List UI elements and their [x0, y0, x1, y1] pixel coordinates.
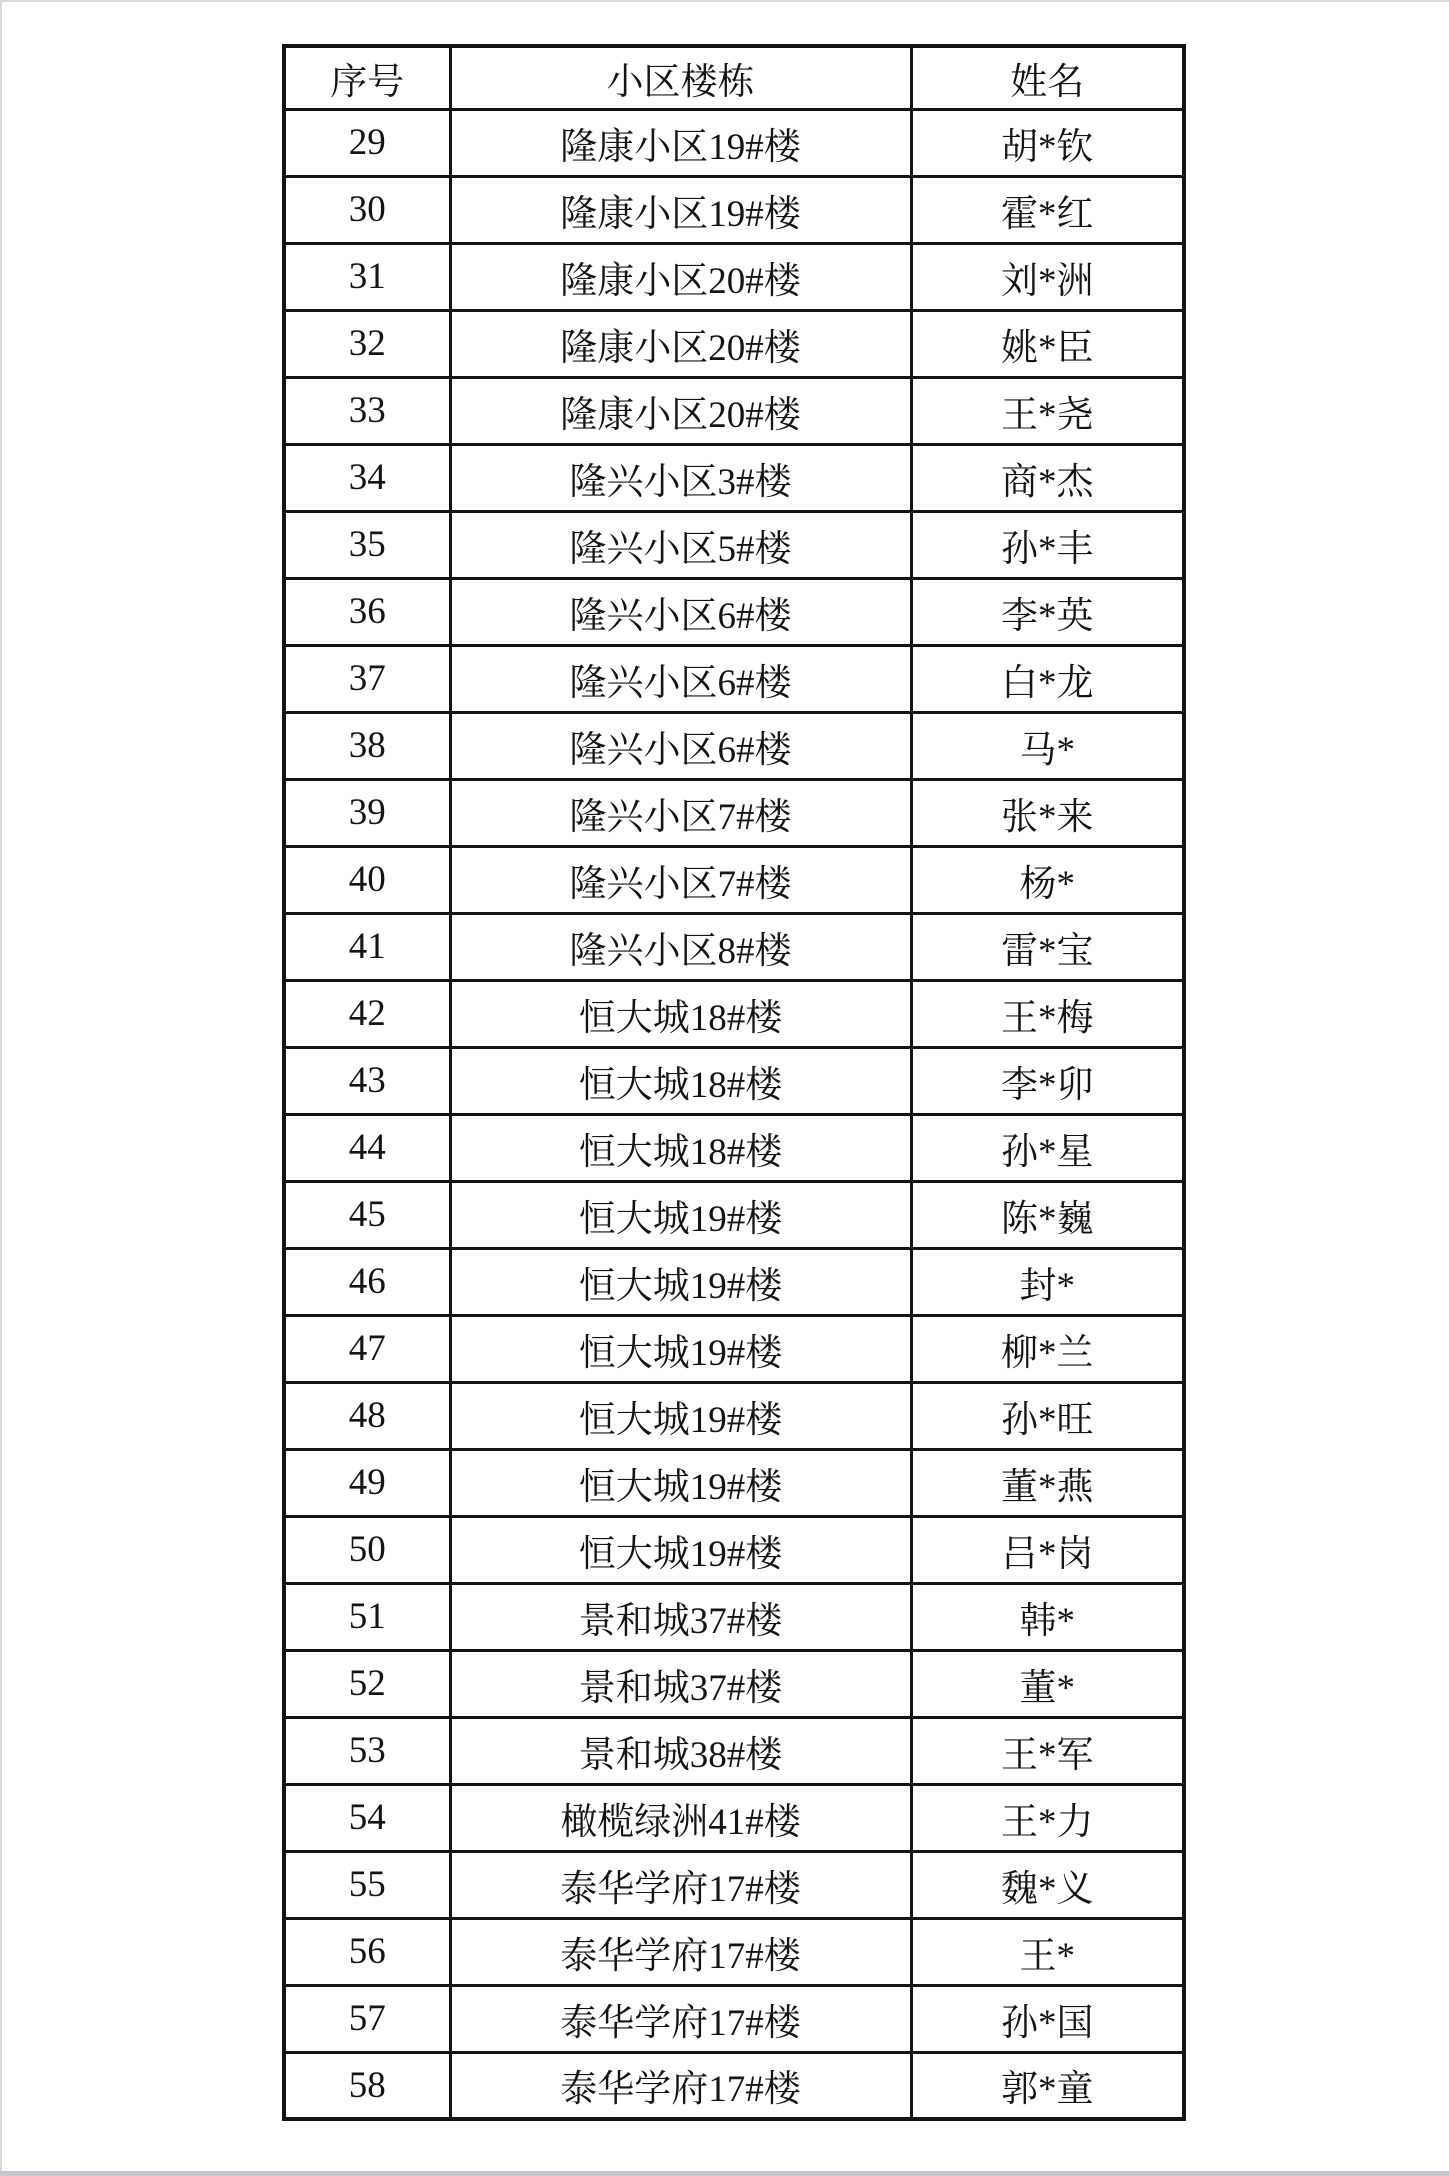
column-header-building: 小区楼栋 [450, 46, 911, 109]
cell-serial-number: 49 [284, 1449, 450, 1516]
table-row [284, 712, 1184, 779]
cell-building: 隆兴小区5#楼 [450, 511, 911, 578]
cell-building: 景和城38#楼 [450, 1717, 911, 1784]
cell-building: 隆兴小区3#楼 [450, 444, 911, 511]
cell-building: 隆兴小区6#楼 [450, 645, 911, 712]
cell-serial-number: 34 [284, 444, 450, 511]
cell-name: 马* [911, 712, 1184, 779]
cell-building: 泰华学府17#楼 [450, 1851, 911, 1918]
table-row [284, 913, 1184, 980]
cell-serial-number: 45 [284, 1181, 450, 1248]
cell-name: 王*军 [911, 1717, 1184, 1784]
table-row [284, 1382, 1184, 1449]
cell-name: 孙*星 [911, 1114, 1184, 1181]
cell-serial-number: 53 [284, 1717, 450, 1784]
table-row [284, 1985, 1184, 2052]
page-edge-left-line [0, 0, 2, 2176]
table-row [284, 846, 1184, 913]
cell-name: 张*来 [911, 779, 1184, 846]
cell-building: 隆兴小区6#楼 [450, 578, 911, 645]
cell-building: 泰华学府17#楼 [450, 2052, 911, 2119]
cell-building: 隆康小区19#楼 [450, 176, 911, 243]
cell-serial-number: 46 [284, 1248, 450, 1315]
cell-name: 王*力 [911, 1784, 1184, 1851]
cell-serial-number: 40 [284, 846, 450, 913]
cell-building: 隆兴小区7#楼 [450, 846, 911, 913]
cell-building: 恒大城18#楼 [450, 980, 911, 1047]
table-row [284, 444, 1184, 511]
cell-name: 韩* [911, 1583, 1184, 1650]
table-row [284, 2052, 1184, 2119]
table-row [284, 109, 1184, 176]
table-row [284, 1583, 1184, 1650]
cell-serial-number: 31 [284, 243, 450, 310]
cell-building: 恒大城19#楼 [450, 1248, 911, 1315]
cell-serial-number: 30 [284, 176, 450, 243]
cell-building: 隆兴小区8#楼 [450, 913, 911, 980]
cell-name: 雷*宝 [911, 913, 1184, 980]
cell-name: 王*梅 [911, 980, 1184, 1047]
cell-serial-number: 38 [284, 712, 450, 779]
cell-serial-number: 44 [284, 1114, 450, 1181]
cell-name: 柳*兰 [911, 1315, 1184, 1382]
table-row [284, 980, 1184, 1047]
cell-building: 隆康小区19#楼 [450, 109, 911, 176]
cell-building: 恒大城19#楼 [450, 1516, 911, 1583]
cell-name: 吕*岗 [911, 1516, 1184, 1583]
table-row [284, 645, 1184, 712]
cell-serial-number: 52 [284, 1650, 450, 1717]
cell-serial-number: 29 [284, 109, 450, 176]
cell-serial-number: 54 [284, 1784, 450, 1851]
cell-serial-number: 51 [284, 1583, 450, 1650]
cell-building: 恒大城18#楼 [450, 1047, 911, 1114]
table-row [284, 1516, 1184, 1583]
cell-building: 景和城37#楼 [450, 1650, 911, 1717]
cell-serial-number: 55 [284, 1851, 450, 1918]
cell-name: 魏*义 [911, 1851, 1184, 1918]
cell-serial-number: 41 [284, 913, 450, 980]
cell-name: 李*英 [911, 578, 1184, 645]
cell-serial-number: 57 [284, 1985, 450, 2052]
cell-building: 恒大城18#楼 [450, 1114, 911, 1181]
cell-building: 恒大城19#楼 [450, 1449, 911, 1516]
cell-serial-number: 47 [284, 1315, 450, 1382]
cell-name: 白*龙 [911, 645, 1184, 712]
cell-serial-number: 50 [284, 1516, 450, 1583]
table-row [284, 1918, 1184, 1985]
cell-building: 隆兴小区7#楼 [450, 779, 911, 846]
cell-building: 隆康小区20#楼 [450, 310, 911, 377]
cell-building: 隆康小区20#楼 [450, 243, 911, 310]
cell-serial-number: 58 [284, 2052, 450, 2119]
table-header [284, 46, 1184, 109]
table-row [284, 176, 1184, 243]
page-edge-bottom-bar [0, 2171, 1449, 2176]
cell-building: 隆兴小区6#楼 [450, 712, 911, 779]
table-row [284, 511, 1184, 578]
table-row [284, 578, 1184, 645]
cell-name: 商*杰 [911, 444, 1184, 511]
cell-building: 泰华学府17#楼 [450, 1985, 911, 2052]
cell-serial-number: 42 [284, 980, 450, 1047]
table-row [284, 310, 1184, 377]
cell-serial-number: 33 [284, 377, 450, 444]
cell-name: 胡*钦 [911, 109, 1184, 176]
cell-serial-number: 37 [284, 645, 450, 712]
table-row [284, 1181, 1184, 1248]
cell-name: 董*燕 [911, 1449, 1184, 1516]
cell-serial-number: 48 [284, 1382, 450, 1449]
cell-name: 孙*旺 [911, 1382, 1184, 1449]
cell-name: 董* [911, 1650, 1184, 1717]
header-row [284, 46, 1184, 109]
cell-building: 恒大城19#楼 [450, 1181, 911, 1248]
table-body [284, 109, 1184, 2119]
resident-roster-table [282, 44, 1186, 2121]
cell-building: 恒大城19#楼 [450, 1382, 911, 1449]
cell-serial-number: 39 [284, 779, 450, 846]
cell-serial-number: 43 [284, 1047, 450, 1114]
cell-name: 姚*臣 [911, 310, 1184, 377]
table-row [284, 1784, 1184, 1851]
cell-name: 李*卯 [911, 1047, 1184, 1114]
table-row [284, 243, 1184, 310]
page-edge-top-line [0, 0, 1449, 2]
cell-serial-number: 56 [284, 1918, 450, 1985]
cell-name: 封* [911, 1248, 1184, 1315]
cell-building: 景和城37#楼 [450, 1583, 911, 1650]
cell-serial-number: 36 [284, 578, 450, 645]
table-row [284, 1449, 1184, 1516]
cell-name: 孙*丰 [911, 511, 1184, 578]
cell-name: 王*尧 [911, 377, 1184, 444]
cell-building: 隆康小区20#楼 [450, 377, 911, 444]
cell-name: 杨* [911, 846, 1184, 913]
cell-name: 王* [911, 1918, 1184, 1985]
cell-building: 恒大城19#楼 [450, 1315, 911, 1382]
column-header-serial-number: 序号 [284, 46, 450, 109]
cell-building: 泰华学府17#楼 [450, 1918, 911, 1985]
table-row [284, 377, 1184, 444]
table-row [284, 1248, 1184, 1315]
cell-name: 陈*巍 [911, 1181, 1184, 1248]
table-row [284, 1851, 1184, 1918]
cell-serial-number: 32 [284, 310, 450, 377]
table-row [284, 1315, 1184, 1382]
table-row [284, 779, 1184, 846]
table-row [284, 1114, 1184, 1181]
cell-name: 霍*红 [911, 176, 1184, 243]
column-header-name: 姓名 [911, 46, 1184, 109]
cell-serial-number: 35 [284, 511, 450, 578]
cell-name: 刘*洲 [911, 243, 1184, 310]
table-row [284, 1717, 1184, 1784]
table-row [284, 1650, 1184, 1717]
table-row [284, 1047, 1184, 1114]
cell-name: 郭*童 [911, 2052, 1184, 2119]
cell-name: 孙*国 [911, 1985, 1184, 2052]
cell-building: 橄榄绿洲41#楼 [450, 1784, 911, 1851]
